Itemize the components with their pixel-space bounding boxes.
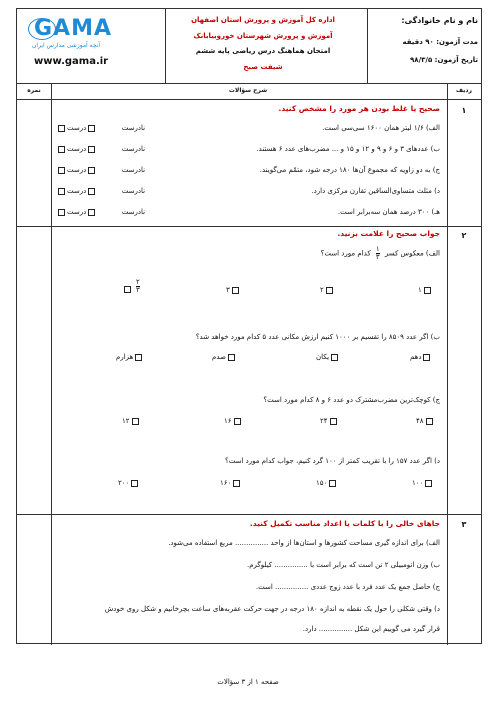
q2-b-option-4: هزارم xyxy=(116,353,144,362)
logo-tagline: آنچه آموزشی مدارس ایران xyxy=(32,42,101,49)
q2-a-option-2: ۲ xyxy=(320,286,335,295)
q1-a-true-checkbox[interactable] xyxy=(88,125,95,132)
q3-item-d: د) وقتی شکلی را حول یک نقطه به اندازه ۱۸۰ درجه در جهت حرکت عقربه‌های ساعت بچرخانیم و شکل روی خودش xyxy=(104,605,440,613)
header-logo-line xyxy=(165,9,166,83)
q1-item-c: ج) به دو زاویه که مجموع آن‌ها ۱۸۰ درجه شود، متمّم می‌گویند. xyxy=(259,166,440,174)
questions-column-header: شرح سؤالات xyxy=(228,87,268,94)
q1-b-true-checkbox[interactable] xyxy=(88,146,95,153)
q1-c-true-checkbox[interactable] xyxy=(88,167,95,174)
q1-c-options: نادرست درست xyxy=(56,166,145,175)
q2-b-option-4-checkbox[interactable] xyxy=(135,354,142,361)
header-info-line xyxy=(367,9,368,83)
q2-number: ۲ xyxy=(461,231,467,240)
q2-a-option-4 xyxy=(122,279,152,299)
q2-a-option-1-checkbox[interactable] xyxy=(424,287,431,294)
q1-e-true-checkbox[interactable] xyxy=(88,209,95,216)
q2-a-option-2-checkbox[interactable] xyxy=(326,287,333,294)
q1-number: ۱ xyxy=(461,106,467,115)
q2-a-question: الف) معکوس کسر ۱ ۳ کدام مورد است؟ xyxy=(320,245,440,261)
q1-d-options: نادرست درست xyxy=(56,187,145,196)
org-line-2: آموزش و پرورش شهرستان خوروبیابانک xyxy=(193,32,333,40)
q2-c-option-3: ۱۶ xyxy=(224,417,243,426)
q2-c-question: ج) کوچک‌ترین مضرب‌مشترک دو عدد ۶ و ۸ کدام مورد است؟ xyxy=(263,396,440,404)
column-header-divider xyxy=(17,99,481,100)
q2-a-option-4-fraction: ۲ ۳ xyxy=(136,278,140,294)
q1-a-options: نادرست درست xyxy=(56,124,145,133)
q2-a-option-1: ۱ xyxy=(418,286,433,295)
q2-a-option-3: ۳ xyxy=(226,286,241,295)
q2-d-option-3: ۱۶۰ xyxy=(220,479,242,488)
q1-b-options: نادرست درست xyxy=(56,145,145,154)
q1-e-options: نادرست درست xyxy=(56,208,145,217)
q1-e-false-checkbox[interactable] xyxy=(58,209,65,216)
q2-b-option-2-checkbox[interactable] xyxy=(331,354,338,361)
exam-date: تاریخ آزمون: ۹۸/۳/۵ xyxy=(410,56,478,64)
q3-item-c: ج) حاصل جمع یک عدد فرد با عدد زوج عددی ............... است. xyxy=(255,583,440,591)
exam-title: امتحان هماهنگ درس ریاضی پایه ششم xyxy=(195,47,331,55)
q2-c-option-2: ۲۴ xyxy=(320,417,339,426)
q3-title: جاهای خالی را با کلمات یا اعداد مناسب تکمیل کنید. xyxy=(249,519,440,528)
q2-d-question: د) اگر عدد ۱۵۷ را با تقریب کمتر از ۱۰۰ گرد کنیم، جواب کدام مورد است؟ xyxy=(225,457,440,465)
logo-brand: GAMA xyxy=(34,16,113,41)
q2-c-option-3-checkbox[interactable] xyxy=(234,418,241,425)
q2-b-option-1: دهم xyxy=(410,353,432,362)
q3-item-b: ب) وزن اتومبیلی ۲ تن است که برابر است با ............... کیلوگرم. xyxy=(247,561,440,569)
q3-item-d-continued: قرار گیرد می گوییم این شکل ............... دارد. xyxy=(302,625,440,633)
q2-c-option-4: ۱۲ xyxy=(122,417,141,426)
logo-block xyxy=(24,14,154,74)
header-divider xyxy=(17,83,481,84)
q1-item-e: هـ) ۳۰۰ درصد همان سه‌برابر است. xyxy=(337,208,440,216)
row-column-header: ردیف xyxy=(456,87,472,94)
q1-divider xyxy=(17,226,481,227)
q1-d-true-checkbox[interactable] xyxy=(88,188,95,195)
score-column-header: نمره xyxy=(27,87,41,94)
q2-b-option-3-checkbox[interactable] xyxy=(228,354,235,361)
score-column-line xyxy=(51,83,52,645)
q2-d-option-3-checkbox[interactable] xyxy=(233,480,240,487)
q1-a-false-checkbox[interactable] xyxy=(58,125,65,132)
q1-item-a: الف) ۱/۶ لیتر همان ۱۶۰۰ سی‌سی است. xyxy=(322,124,440,132)
row-column-line xyxy=(447,83,448,645)
q2-title: جواب صحیح را علامت بزنید. xyxy=(337,229,440,238)
q1-item-b: ب) عددهای ۳ و ۶ و ۹ و ۱۲ و ۱۵ و ... مضرب‌های عدد ۶ هستند. xyxy=(256,145,440,153)
q1-answer-column xyxy=(56,124,161,224)
q1-c-false-checkbox[interactable] xyxy=(58,167,65,174)
q2-c-option-4-checkbox[interactable] xyxy=(132,418,139,425)
q3-item-a: الف) برای اندازه گیری مساحت کشورها و استان‌ها از واحد ............... مربع استفاده می‌شود. xyxy=(168,539,440,547)
q1-item-d: د) مثلث متساوی‌الساقین تقارن مرکزی دارد. xyxy=(311,187,440,195)
q1-title: صحیح یا غلط بودن هر مورد را مشخص کنید. xyxy=(278,104,440,113)
org-line-1: اداره کل آموزش و پرورش استان اصفهان xyxy=(191,16,335,24)
q2-b-option-3: صدم xyxy=(212,353,237,362)
q1-b-false-checkbox[interactable] xyxy=(58,146,65,153)
q1-d-false-checkbox[interactable] xyxy=(58,188,65,195)
website-link[interactable]: www.gama.ir xyxy=(34,56,109,67)
q2-d-option-2: ۱۵۰ xyxy=(316,479,338,488)
q2-c-option-2-checkbox[interactable] xyxy=(330,418,337,425)
q2-b-option-1-checkbox[interactable] xyxy=(423,354,430,361)
q2-d-option-4: ۲۰۰ xyxy=(118,479,140,488)
exam-duration: مدت آزمون: ۹۰ دقیقه xyxy=(402,38,478,46)
q2-a-option-4-checkbox[interactable] xyxy=(124,286,131,293)
q2-c-option-1-checkbox[interactable] xyxy=(426,418,433,425)
q3-number: ۳ xyxy=(461,520,467,529)
q2-divider xyxy=(17,514,481,515)
student-name-label: نام و نام خانوادگی: xyxy=(401,16,478,25)
q2-b-question: ب) اگر عدد ۸۵۰۹ را تقسیم بر ۱۰۰۰ کنیم ارزش مکانی عدد ۵ کدام مورد خواهد شد؟ xyxy=(195,333,440,341)
q2-d-option-1-checkbox[interactable] xyxy=(425,480,432,487)
q2-d-option-4-checkbox[interactable] xyxy=(131,480,138,487)
q2-d-option-1: ۱۰۰ xyxy=(412,479,434,488)
shift-label: شیفت صبح xyxy=(243,63,283,71)
q2-b-option-2: یکان xyxy=(316,353,340,362)
q2-d-option-2-checkbox[interactable] xyxy=(329,480,336,487)
q2-a-fraction: ۱ ۳ xyxy=(375,245,380,261)
q2-a-option-3-checkbox[interactable] xyxy=(232,287,239,294)
q2-c-option-1: ۴۸ xyxy=(416,417,435,426)
page-footer: صفحه ۱ از ۳ سؤالات xyxy=(217,678,279,686)
